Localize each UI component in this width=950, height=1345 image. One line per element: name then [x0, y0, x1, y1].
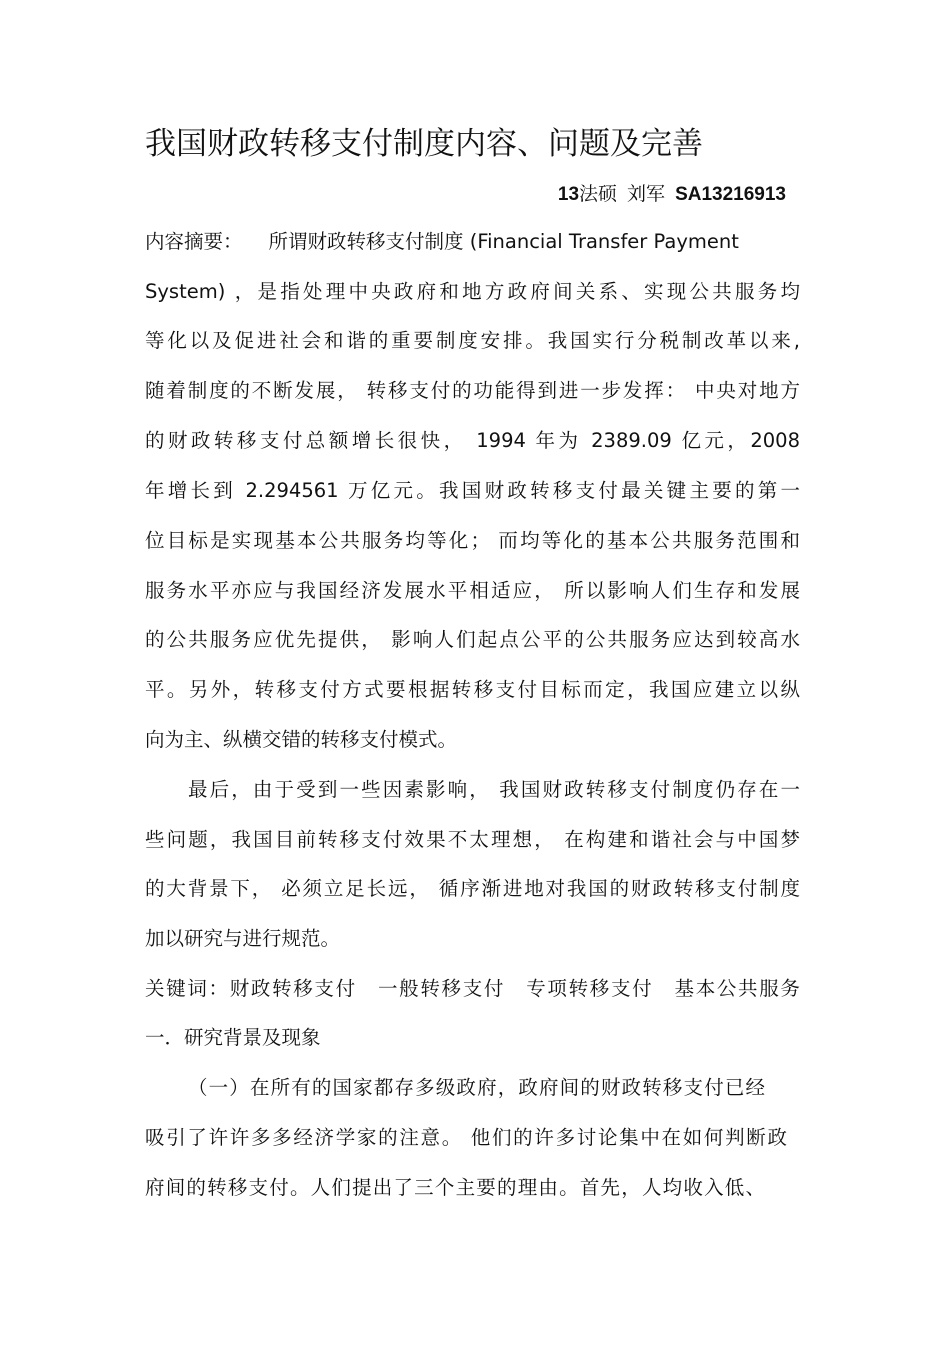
author-line	[558, 181, 786, 208]
keywords-label: 关键词：	[145, 977, 230, 1000]
keyword: 基本公共服务	[674, 977, 800, 1000]
abstract-line: 随着制度的不断发展， 转移支付的功能得到进一步发挥： 中央对地方	[145, 379, 800, 402]
abstract-line: 最后，由于受到一些因素影响， 我国财政转移支付制度仍存在一	[188, 778, 800, 801]
keyword: 一般转移支付	[377, 977, 506, 1000]
student-id: SA13216913	[675, 184, 786, 205]
abstract-line: 服务水平亦应与我国经济发展水平相适应， 所以影响人们生存和发展	[145, 579, 800, 602]
abstract-line: 的公共服务应优先提供， 影响人们起点公平的公共服务应达到较高水	[145, 628, 800, 651]
section-line: 吸引了许许多多经济学家的注意。 他们的许多讨论集中在如何判断政	[145, 1126, 787, 1149]
keyword: 专项转移支付	[526, 977, 654, 1000]
abstract-line: 年增长到 2.294561 万亿元。我国财政转移支付最关键主要的第一	[145, 479, 800, 502]
document-title: 我国财政转移支付制度内容、问题及完善	[145, 126, 703, 162]
class-number: 13	[557, 184, 580, 205]
section-line: 府间的转移支付。人们提出了三个主要的理由。首先，人均收入低、	[145, 1176, 765, 1199]
abstract-line: System) ，是指处理中央政府和地方政府间关系、实现公共服务均	[145, 280, 800, 303]
keywords-line	[145, 976, 800, 1002]
author-name: 刘军	[627, 183, 666, 205]
class-text: 法硕	[579, 183, 618, 205]
section-heading: 一．研究背景及现象	[145, 1026, 321, 1049]
abstract-line: 的财政转移支付总额增长很快， 1994 年为 2389.09 亿元，2008	[145, 429, 800, 452]
abstract-line: 加以研究与进行规范。	[145, 927, 341, 950]
abstract-line: 等化以及促进社会和谐的重要制度安排。我国实行分税制改革以来,	[145, 329, 800, 352]
keyword: 财政转移支付	[229, 977, 357, 1000]
abstract-line-1	[145, 229, 800, 255]
abstract-line: 些问题，我国目前转移支付效果不太理想， 在构建和谐社会与中国梦	[145, 828, 800, 851]
section-line: （一）在所有的国家都存多级政府，政府间的财政转移支付已经	[188, 1076, 765, 1099]
abstract-line: 平。另外，转移支付方式要根据转移支付目标而定，我国应建立以纵	[145, 678, 800, 701]
abstract-text: 所谓财政转移支付制度 (Financial Transfer Payment	[268, 230, 739, 253]
abstract-line: 向为主、纵横交错的转移支付模式。	[145, 728, 458, 751]
abstract-label: 内容摘要：	[145, 230, 243, 253]
abstract-line: 的大背景下， 必须立足长远， 循序渐进地对我国的财政转移支付制度	[145, 877, 800, 900]
abstract-line: 位目标是实现基本公共服务均等化； 而均等化的基本公共服务范围和	[145, 529, 800, 552]
